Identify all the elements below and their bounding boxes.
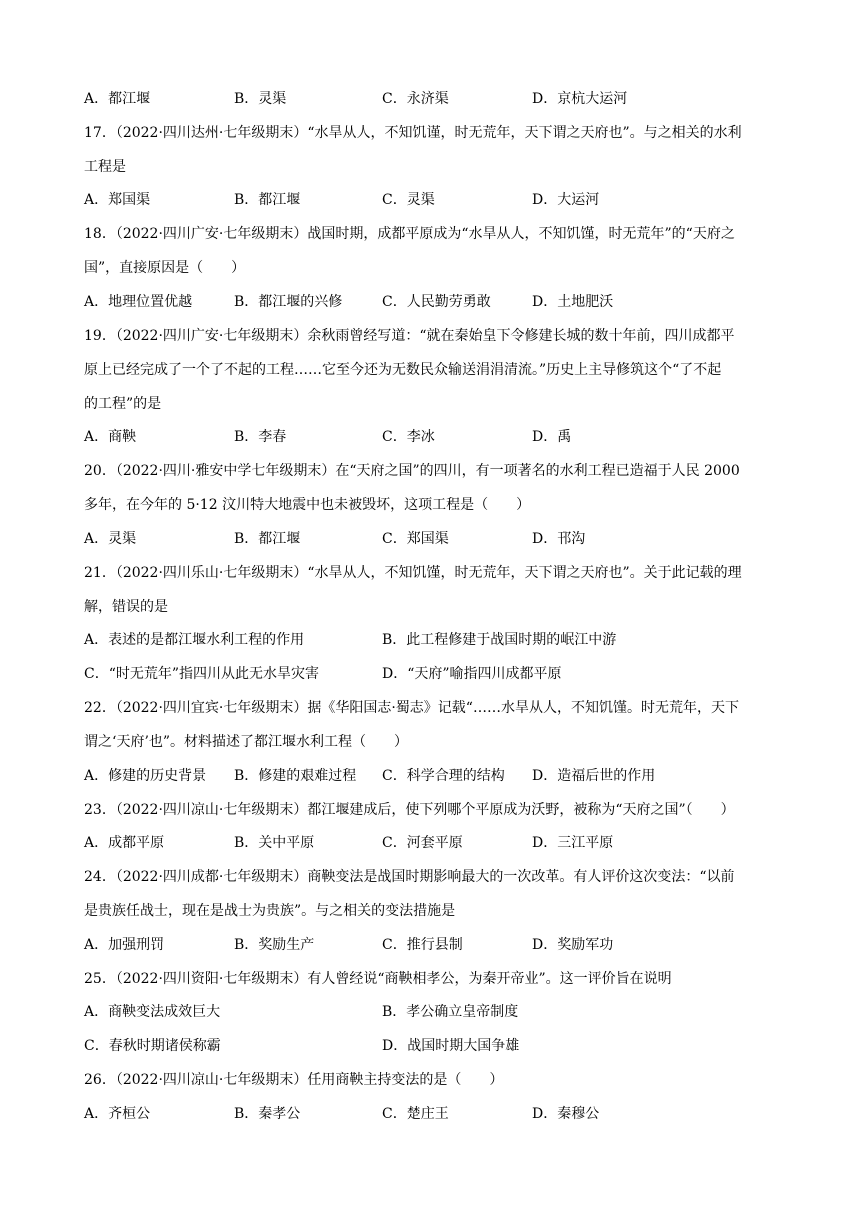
- option-c: C．推行县制: [382, 937, 463, 953]
- option-a: A．修建的历史背景: [84, 768, 207, 784]
- options-row: [84, 426, 776, 448]
- option-a: A．商鞅: [84, 429, 137, 445]
- option-b: B．李春: [234, 429, 287, 445]
- question-stem-line: 21．（2022·四川乐山·七年级期末）“水旱从人，不知饥馑，时无荒年，天下谓之天府也”。关于此记载的理: [84, 565, 742, 581]
- option-d: D．邗沟: [532, 531, 586, 547]
- option-a: A．表述的是都江堰水利工程的作用: [84, 632, 305, 648]
- question-stem-line: 的工程”的是: [84, 396, 162, 412]
- option-b: B．秦孝公: [234, 1106, 301, 1122]
- option-c: C．灵渠: [382, 192, 435, 208]
- option-a: A．加强刑罚: [84, 937, 165, 953]
- option-d: D．京杭大运河: [532, 91, 628, 107]
- question-stem-line: 多年，在今年的 5·12 汶川特大地震中也未被毁坏，这项工程是（ ）: [84, 497, 531, 513]
- option-c: C．楚庄王: [382, 1106, 449, 1122]
- option-a: A．成都平原: [84, 835, 165, 851]
- options-row: [84, 189, 776, 211]
- question-stem-line: 是贵族任战士，现在是战士为贵族”。与之相关的变法措施是: [84, 903, 456, 919]
- option-c: C．科学合理的结构: [382, 768, 505, 784]
- option-b: B．灵渠: [234, 91, 287, 107]
- question-stem-line: 17．（2022·四川达州·七年级期末）“水旱从人，不知饥谨，时无荒年，天下谓之天府也”。与之相关的水利: [84, 125, 742, 141]
- options-row: [84, 663, 776, 685]
- option-b: B．此工程修建于战国时期的岷江中游: [382, 632, 617, 648]
- option-b: B．都江堰的兴修: [234, 294, 343, 310]
- option-d: D．禹: [532, 429, 572, 445]
- option-b: B．孝公确立皇帝制度: [382, 1004, 519, 1020]
- question-stem-line: 25．（2022·四川资阳·七年级期末）有人曾经说“商鞅相孝公，为秦开帝业”。这一评价旨在说明: [84, 971, 672, 987]
- options-row: [84, 1035, 776, 1057]
- option-b: B．都江堰: [234, 192, 301, 208]
- option-d: D．奖励军功: [532, 937, 614, 953]
- option-a: A．都江堰: [84, 91, 151, 107]
- question-stem-line: 解，错误的是: [84, 599, 168, 615]
- option-c: C．郑国渠: [382, 531, 449, 547]
- option-d: D．造福后世的作用: [532, 768, 656, 784]
- option-b: B．都江堰: [234, 531, 301, 547]
- question-stem-line: 24．（2022·四川成都·七年级期末）商鞅变法是战国时期影响最大的一次改革。有人评价这次变法：“以前: [84, 869, 735, 885]
- option-b: B．关中平原: [234, 835, 315, 851]
- option-b: B．奖励生产: [234, 937, 315, 953]
- options-row: [84, 1001, 776, 1023]
- question-stem-line: 20．（2022·四川·雅安中学七年级期末）在“天府之国”的四川，有一项著名的水利工程已造福于人民 2000: [84, 463, 740, 479]
- option-d: D．三江平原: [532, 835, 614, 851]
- question-stem-line: 19．（2022·四川广安·七年级期末）余秋雨曾经写道：“就在秦始皇下令修建长城的数十年前，四川成都平: [84, 328, 735, 344]
- option-b: B．修建的艰难过程: [234, 768, 357, 784]
- question-stem-line: 26．（2022·四川凉山·七年级期末）任用商鞅主持变法的是（ ）: [84, 1072, 504, 1088]
- question-stem-line: 原上已经完成了一个了不起的工程……它至今还为无数民众输送涓涓清流。”历史上主导修筑这个“了不起: [84, 362, 722, 378]
- question-stem-line: 23．（2022·四川凉山·七年级期末）都江堰建成后，使下列哪个平原成为沃野，被称为“天府之国”（ ）: [84, 802, 735, 818]
- option-d: D．战国时期大国争雄: [382, 1038, 520, 1054]
- options-row: [84, 1103, 776, 1125]
- option-c: C．“时无荒年”指四川从此无水旱灾害: [84, 666, 320, 682]
- question-stem-line: 谓之‘天府’也”。材料描述了都江堰水利工程（ ）: [84, 734, 409, 750]
- option-c: C．李冰: [382, 429, 435, 445]
- option-a: A．郑国渠: [84, 192, 151, 208]
- option-a: A．齐桓公: [84, 1106, 151, 1122]
- question-stem-line: 22．（2022·四川宜宾·七年级期末）据《华阳国志·蜀志》记载“……水旱从人，不知饥馑。时无荒年，天下: [84, 700, 739, 716]
- option-a: A．商鞅变法成效巨大: [84, 1004, 221, 1020]
- option-a: A．地理位置优越: [84, 294, 193, 310]
- options-row: [84, 765, 776, 787]
- question-stem-line: 工程是: [84, 159, 126, 175]
- options-row: [84, 934, 776, 956]
- options-row: [84, 88, 776, 110]
- question-stem-line: 18．（2022·四川广安·七年级期末）战国时期，成都平原成为“水旱从人，不知饥馑，时无荒年”的“天府之: [84, 226, 735, 242]
- option-d: D．土地肥沃: [532, 294, 614, 310]
- option-c: C．河套平原: [382, 835, 463, 851]
- question-stem-line: 国”，直接原因是（ ）: [84, 260, 246, 276]
- option-d: D．“天府”喻指四川成都平原: [382, 666, 562, 682]
- option-a: A．灵渠: [84, 531, 137, 547]
- option-d: D．大运河: [532, 192, 600, 208]
- options-row: [84, 832, 776, 854]
- options-row: [84, 528, 776, 550]
- options-row: [84, 291, 776, 313]
- option-d: D．秦穆公: [532, 1106, 600, 1122]
- option-c: C．春秋时期诸侯称霸: [84, 1038, 221, 1054]
- options-row: [84, 629, 776, 651]
- option-c: C．人民勤劳勇敢: [382, 294, 491, 310]
- option-c: C．永济渠: [382, 91, 449, 107]
